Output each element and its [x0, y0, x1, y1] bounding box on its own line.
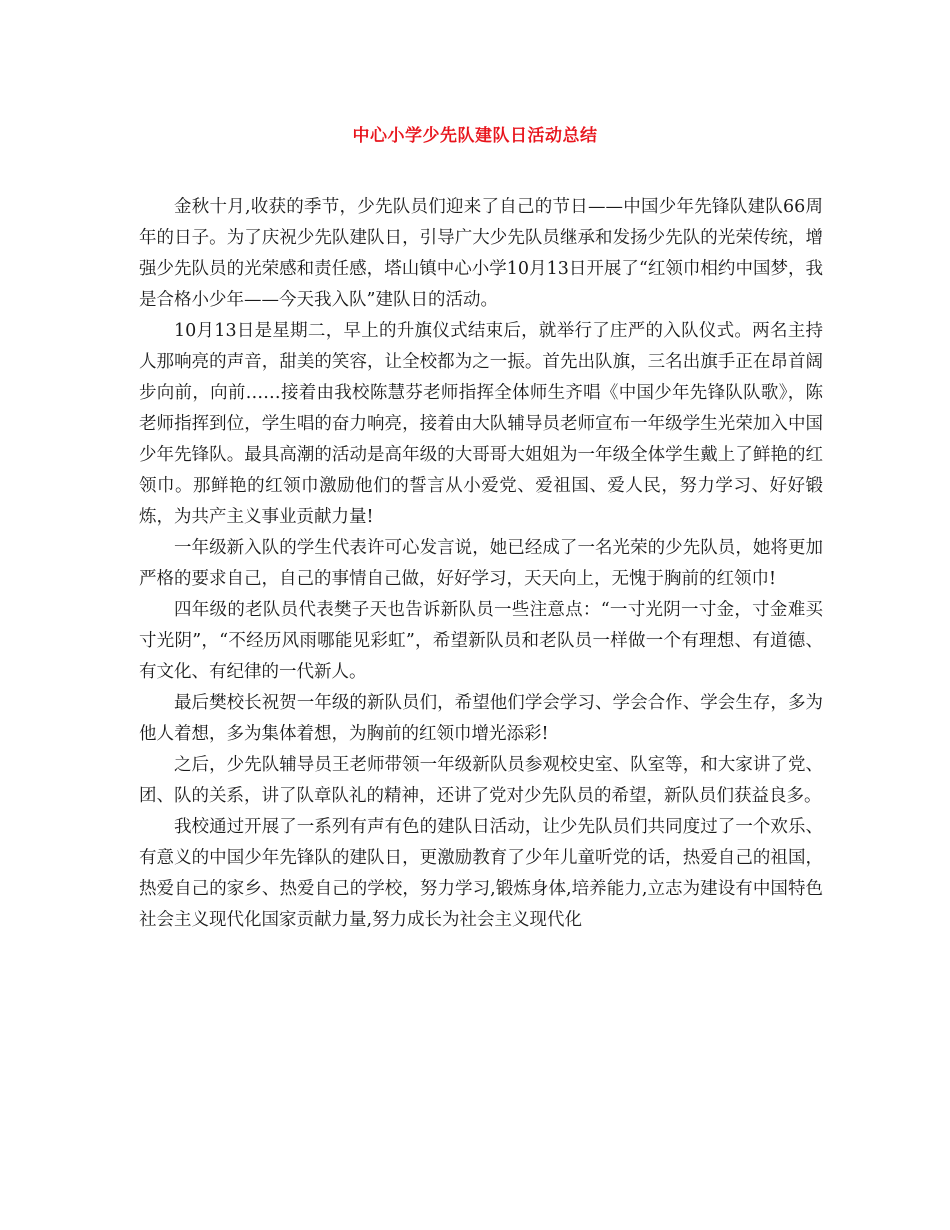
paragraph-new-member-speech: 一年级新入队的学生代表许可心发言说，她已经成了一名光荣的少先队员，她将更加严格的要求自己，自己的事情自己做，好好学习，天天向上，无愧于胸前的红领巾! — [139, 538, 823, 589]
paragraph-principal-congrats: 最后樊校长祝贺一年级的新队员们，希望他们学会学习、学会合作、学会生存，多为他人着想，多为集体着想，为胸前的红领巾增光添彩! — [139, 693, 823, 744]
paragraph-ceremony: 10月13日是星期二，早上的升旗仪式结束后，就举行了庄严的入队仪式。两名主持人那响亮的声音，甜美的笑容，让全校都为之一振。首先出队旗，三名出旗手正在昂首阔步向前，向前……接着由我校陈慧芬老师指挥全体师生齐唱《中国少年先锋队队歌》，陈老师指挥到位，学生唱的奋力响亮，接着由大队辅导员老师宣布一年级学生光荣加入中国少年先锋队。最具高潮的活动是高年级的大哥哥大姐姐为一年级全体学生戴上了鲜艳的红领巾。那鲜艳的红领巾激励他们的誓言从小爱党、爱祖国、爱人民，努力学习、好好锻炼，为共产主义事业贡献力量! — [139, 321, 823, 527]
document-title: 中心小学少先队建队日活动总结 — [352, 126, 598, 146]
paragraph-history-visit: 之后，少先队辅导员王老师带领一年级新队员参观校史室、队室等，和大家讲了党、团、队的关系，讲了队章队礼的精神，还讲了党对少先队员的希望，新队员们获益良多。 — [139, 755, 823, 806]
paragraph-conclusion: 我校通过开展了一系列有声有色的建队日活动，让少先队员们共同度过了一个欢乐、有意义的中国少年先锋队的建队日，更激励教育了少年儿童听党的话，热爱自己的祖国，热爱自己的家乡、热爱自己的学校，努力学习,锻炼身体,培养能力,立志为建设有中国特色社会主义现代化国家贡献力量,努力成长为社会主义现代化 — [139, 817, 823, 930]
paragraph-senior-member-speech: 四年级的老队员代表樊子天也告诉新队员一些注意点：“一寸光阴一寸金，寸金难买寸光阴”，“不经历风雨哪能见彩虹”，希望新队员和老队员一样做一个有理想、有道德、有文化、有纪律的一代新人。 — [139, 600, 823, 682]
document-body — [139, 192, 823, 936]
paragraph-intro: 金秋十月,收获的季节，少先队员们迎来了自己的节日——中国少年先锋队建队66周年的日子。为了庆祝少先队建队日，引导广大少先队员继承和发扬少先队的光荣传统，增强少先队员的光荣感和责任感，塔山镇中心小学10月13日开展了“红领巾相约中国梦，我是合格小少年——今天我入队”建队日的活动。 — [139, 197, 823, 310]
